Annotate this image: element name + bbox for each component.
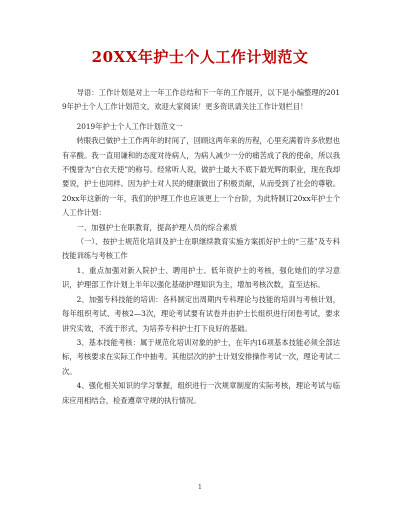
list-item: 1、重点加强对新入院护士、聘用护士、低年资护士的考核，强化她们的学习意识，护理部工作计划上半年以强化基础护理知识为主，增加考核次数，直至达标。: [62, 265, 340, 290]
list-item: 4、强化相关知识的学习掌握，组织进行一次规章制度的实际考核，理论考试与临床应用相结合，检查遵章守规的执行情况。: [62, 381, 340, 405]
intro-paragraph: 导语：工作计划是对上一年工作总结和下一年的工作展开，以下是小编整理的2019年护士个人工作计划范文，欢迎大家阅读！更多资讯请关注工作计划栏目！: [62, 88, 340, 112]
list-item: 3、基本技能考核：属于规范化培训对象的护士，在年内16项基本技能必须全部达标，考核要求在实际工作中抽考。其他层次的护士计划安排操作考试一次，理论考试二次。: [62, 337, 340, 376]
body-paragraph: 转眼我已做护士工作两年的时间了，回顾这两年来的历程，心里充满着许多欣慰也有辛酸。我一直用谦和的态度对待病人，为病人减少一分的痛苦成了我的使命，所以我不愧誉为“白衣天使”的称号。经常听人说，做护士最大不底下最光辉的职业，现在我却要说，护士也同样。因为护士对人民的健康做出了积极贡献，从而受到了社会的尊敬。20xx年这新的一年，我们的护理工作也应该更上一个台阶，为此特制订20xx年护士个人工作计划：: [62, 136, 340, 218]
document-body: [62, 86, 340, 408]
section-heading: 2019年护士个人工作计划范文一: [76, 121, 183, 131]
list-item: 2、加强专科技能的培训：各科制定出周期内专科理论与技能的培训与考核计划，每年组织考试、考核2—3次，理论考试要有试卷并由护士长组织进行闭卷考试，要求讲究实效，不流于形式，为培养专科护士打下良好的基础。: [62, 294, 340, 333]
sub-heading: （一）、按护士规范化培训及护士在职继续教育实施方案抓好护士的“三基”及专科技能训练与考核工作: [62, 237, 340, 261]
document-title: 20XX年护士个人工作计划范文: [91, 48, 309, 66]
page-number: 1: [197, 483, 203, 491]
outline-heading: 一、加强护士在职教育，提高护理人员的综合素质: [76, 222, 238, 232]
